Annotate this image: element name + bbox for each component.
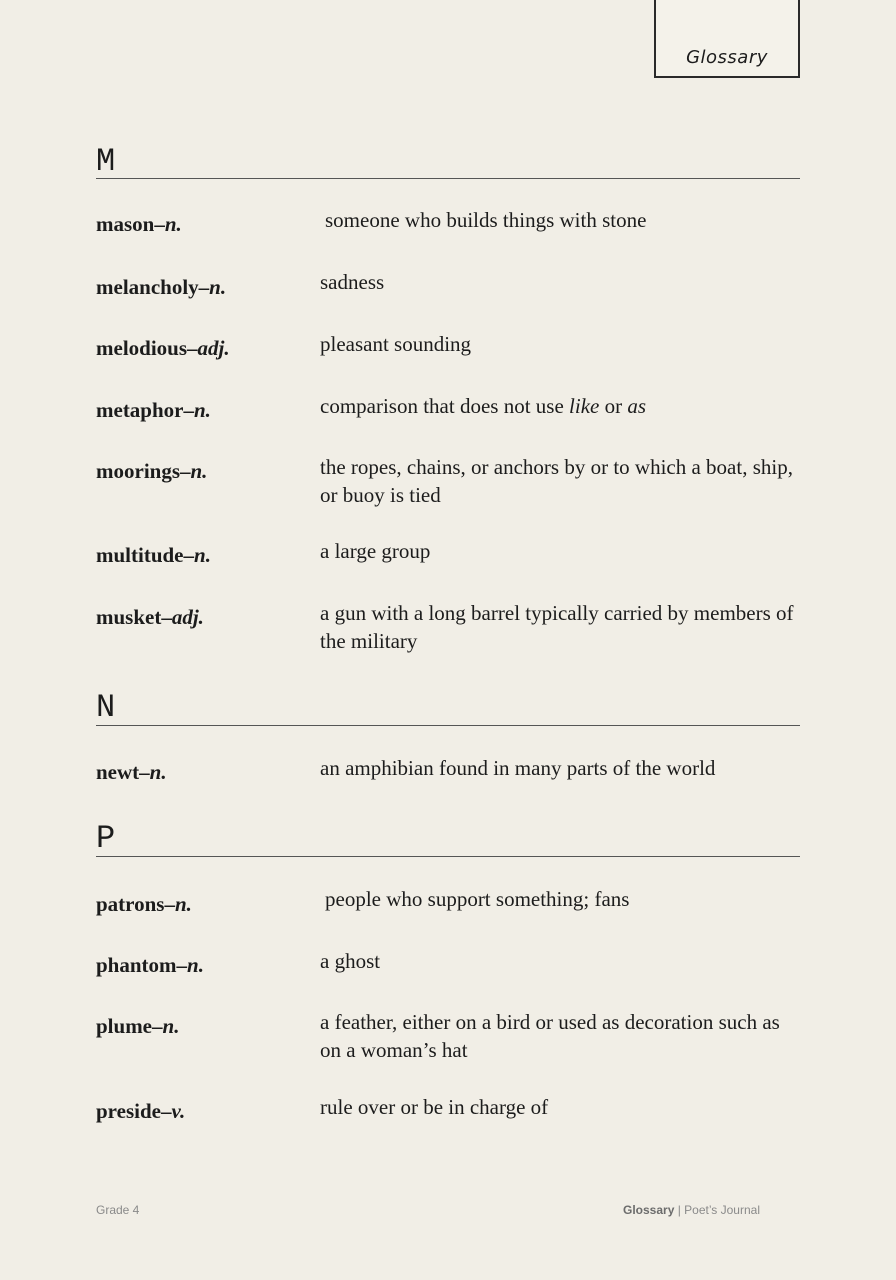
entry-term: patrons–n.	[96, 892, 192, 916]
entry-term: metaphor–n.	[96, 398, 211, 422]
entry-definition: pleasant sounding	[320, 332, 472, 356]
entry-term: phantom–n.	[96, 953, 204, 977]
entry-definition: a ghost	[320, 949, 381, 973]
glossary-tab	[654, 0, 800, 78]
entry-definition: people who support something; fans	[325, 887, 630, 911]
entry-term: musket–adj.	[96, 605, 204, 629]
footer-book-name: | Poet’s Journal	[674, 1203, 760, 1217]
entry-term: melodious–adj.	[96, 336, 230, 360]
entry-definition: comparison that does not use like or as	[320, 394, 647, 418]
section-letter: N	[96, 689, 116, 726]
entry-definition: a feather, either on a bird or used as decoration such as on a woman’s hat	[320, 1010, 780, 1062]
glossary-tab-label: Glossary	[686, 47, 768, 68]
entry-term: melancholy–n.	[96, 275, 227, 299]
entry-term: moorings–n.	[96, 459, 208, 483]
entry-definition: an amphibian found in many parts of the world	[320, 756, 716, 780]
section-divider	[96, 725, 800, 726]
entry-term: multitude–n.	[96, 543, 211, 567]
entry-term: newt–n.	[96, 760, 167, 784]
footer-section-name: Glossary	[623, 1203, 675, 1217]
section-divider	[96, 178, 800, 179]
footer-title	[623, 1203, 760, 1217]
entry-term: plume–n.	[96, 1014, 180, 1038]
entry-term: preside–v.	[96, 1099, 186, 1123]
footer-grade: Grade 4	[96, 1203, 140, 1217]
entry-term: mason–n.	[96, 212, 182, 236]
section-letter: P	[96, 820, 116, 857]
section-letter: M	[96, 143, 116, 180]
section-divider	[96, 856, 800, 857]
entry-definition: the ropes, chains, or anchors by or to which a boat, ship, or buoy is tied	[320, 455, 793, 507]
entry-definition: someone who builds things with stone	[325, 208, 647, 232]
entry-definition: rule over or be in charge of	[320, 1095, 549, 1119]
entry-definition: sadness	[320, 270, 385, 294]
entry-definition: a large group	[320, 539, 431, 563]
entry-definition: a gun with a long barrel typically carried by members of the military	[320, 601, 794, 653]
